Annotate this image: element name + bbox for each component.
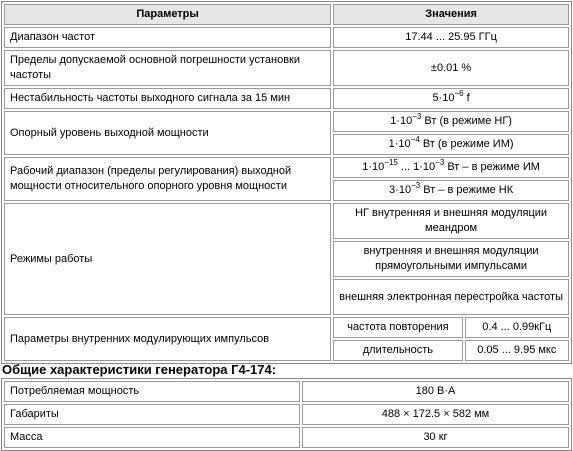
power-consumption-value: 180 В·А — [302, 381, 569, 402]
mass-value: 30 кг — [302, 427, 569, 448]
mass-label: Масса — [4, 427, 300, 448]
table-row — [4, 88, 569, 109]
work-range-value-im: $1\cdot 10^{-15}$ ... $1\cdot 10^{-3}$ Вт – в режиме ИМ — [333, 157, 569, 178]
table-row — [4, 203, 569, 239]
freq-instability-value: $5\cdot 10^{-6}$ f — [333, 88, 569, 109]
freq-range-value: 17.44 ... 25.95 ГГц — [333, 27, 569, 48]
dimensions-label: Габариты — [4, 404, 300, 425]
table-row — [4, 27, 569, 48]
dimensions-value: 488 × 172.5 × 582 мм — [302, 404, 569, 425]
table-row — [4, 404, 569, 425]
table-row — [4, 317, 569, 338]
pulse-dur-value: 0.05 ... 9.95 мкс — [465, 340, 569, 361]
pulse-rep-label: частота повторения — [333, 317, 462, 338]
ref-power-label: Опорный уровень выходной мощности — [4, 111, 331, 155]
pulse-params-label: Параметры внутренних модулирующих импульсов — [4, 317, 331, 361]
freq-range-label: Диапазон частот — [4, 27, 331, 48]
power-consumption-label: Потребляемая мощность — [4, 381, 300, 402]
parameters-table — [1, 1, 572, 364]
freq-error-value: ±0.01 % — [333, 50, 569, 86]
ref-power-value-ng: $1\cdot 10^{-3}$ Вт (в режиме НГ) — [333, 111, 569, 132]
pulse-rep-value: 0.4 ... 0.99кГц — [465, 317, 569, 338]
header-parameters: Параметры — [4, 4, 331, 25]
pulse-dur-label: длительность — [333, 340, 462, 361]
header-values: Значения — [333, 4, 569, 25]
table-row — [4, 50, 569, 86]
work-range-value-nk: $3\cdot 10^{-3}$ Вт – в режиме НК — [333, 180, 569, 201]
work-range-label: Рабочий диапазон (пределы регулирования) выходной мощности относительного опорного уровня мощности — [4, 157, 331, 201]
mode-value: внутренняя и внешняя модуляции прямоугольными импульсами — [333, 241, 569, 277]
table-row — [4, 427, 569, 448]
table-row — [4, 157, 569, 178]
freq-error-label: Пределы допускаемой основной погрешности установки частоты — [4, 50, 331, 86]
mode-value: внешняя электронная перестройка частоты — [333, 279, 569, 315]
modes-label: Режимы работы — [4, 203, 331, 315]
freq-instability-label: Нестабильность частоты выходного сигнала за 15 мин — [4, 88, 331, 109]
ref-power-value-im: $1\cdot 10^{-4}$ Вт (в режиме ИМ) — [333, 134, 569, 155]
header-row — [4, 4, 569, 25]
general-characteristics-title: Общие характеристики генератора Г4-174: — [2, 362, 277, 377]
mode-value: НГ внутренняя и внешняя модуляции меандром — [333, 203, 569, 239]
table-row — [4, 381, 569, 402]
table-row — [4, 111, 569, 132]
general-characteristics-table — [1, 378, 572, 451]
